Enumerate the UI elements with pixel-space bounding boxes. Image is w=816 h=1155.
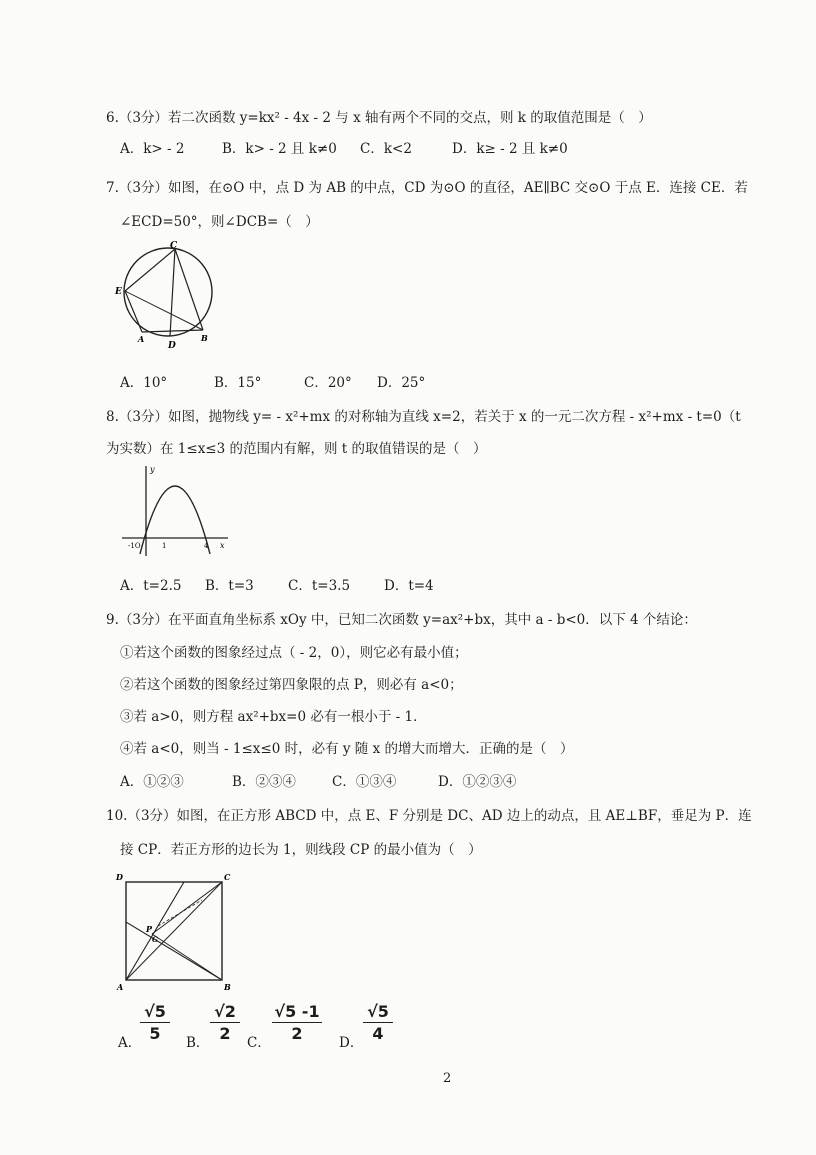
q8-option-d: D．t=4 [384, 578, 434, 594]
q10-square-figure [114, 870, 238, 996]
q10-stem-line2: 接 CP．若正方形的边长为 1，则线段 CP 的最小值为（ ） [120, 842, 482, 858]
q9-option-d: D．①②③④ [438, 774, 517, 790]
q7-label-e: E [115, 287, 122, 297]
q7-option-b: B．15° [214, 375, 262, 391]
q7-stem-line1: 7.（3分）如图，在⊙O 中，点 D 为 AB 的中点，CD 为⊙O 的直径，AE∥BC 交⊙O 于点 E．连接 CE．若 [106, 180, 748, 196]
q10-label-b: B [224, 982, 231, 992]
q10-option-b-num: √2 [210, 1002, 240, 1023]
q8-option-c: C．t=3.5 [288, 578, 351, 594]
q6-option-d: D．k≥ - 2 且 k≠0 [452, 141, 568, 157]
q8-stem-line1: 8.（3分）如图，抛物线 y= - x²+mx 的对称轴为直线 x=2，若关于 x 的一元二次方程 - x²+mx - t=0（t [106, 409, 741, 425]
q10-option-d-fraction [363, 1002, 393, 1043]
q6-stem: 6.（3分）若二次函数 y=kx² - 4x - 2 与 x 轴有两个不同的交点，则 k 的取值范围是（ ） [106, 110, 652, 126]
q10-option-d-label: D． [339, 1035, 364, 1051]
q6-option-c: C．k<2 [360, 141, 412, 157]
q10-stem-line1: 10.（3分）如图，在正方形 ABCD 中，点 E、F 分别是 DC、AD 边上的动点，且 AE⊥BF，垂足为 P．连 [106, 808, 752, 824]
q9-statement-1: ①若这个函数的图象经过点（ - 2，0），则它必有最小值； [120, 645, 468, 661]
q9-statement-4: ④若 a<0，则当 - 1≤x≤0 时，必有 y 随 x 的增大而增大．正确的是（ ） [120, 741, 574, 757]
q7-circle-figure [112, 240, 222, 355]
q10-option-b-fraction [210, 1002, 240, 1043]
q8-parabola-figure [116, 462, 236, 560]
q7-option-a: A．10° [120, 375, 168, 391]
q10-option-c-label: C． [247, 1035, 271, 1051]
q10-option-d-num: √5 [363, 1002, 393, 1023]
q10-option-c-den: 2 [291, 1024, 303, 1043]
q10-option-d-den: 4 [372, 1024, 384, 1043]
q10-option-c-fraction [272, 1002, 322, 1043]
q9-option-a: A．①②③ [120, 774, 184, 790]
q10-option-b-label: B． [186, 1035, 210, 1051]
page-number: 2 [443, 1071, 452, 1086]
q8-label-one: 1 [162, 542, 167, 550]
q7-label-c: C [170, 241, 178, 251]
q8-option-a: A．t=2.5 [120, 578, 182, 594]
q10-label-c: C [224, 872, 231, 882]
q6-option-b: B．k> - 2 且 k≠0 [222, 141, 337, 157]
q10-option-a-num: √5 [140, 1002, 170, 1023]
q10-label-a: A [117, 982, 124, 992]
q10-option-a-fraction [140, 1002, 170, 1043]
q6-option-a: A．k> - 2 [120, 141, 185, 157]
q8-option-b: B．t=3 [205, 578, 254, 594]
q7-option-d: D．25° [377, 375, 426, 391]
q8-label-four: 4 [204, 542, 209, 550]
q7-option-c: C．20° [304, 375, 352, 391]
q7-label-d: D [168, 341, 176, 351]
q9-statement-2: ②若这个函数的图象经过第四象限的点 P，则必有 a<0； [120, 677, 463, 693]
q10-option-a-label: A． [118, 1035, 142, 1051]
q8-label-origin: -1O [128, 542, 141, 550]
q9-statement-3: ③若 a>0，则方程 ax²+bx=0 必有一根小于 - 1． [120, 709, 427, 725]
q10-label-g: G [152, 935, 158, 944]
q10-label-p: P [146, 924, 153, 934]
q10-label-d: D [116, 872, 123, 882]
q8-label-y: y [150, 465, 155, 474]
q9-option-c: C．①③④ [332, 774, 397, 790]
q7-stem-line2: ∠ECD=50°，则∠DCB=（ ） [120, 214, 319, 230]
q7-label-a: A [138, 334, 145, 344]
q7-label-b: B [201, 333, 208, 343]
q9-option-b: B．②③④ [232, 774, 296, 790]
q10-option-a-den: 5 [149, 1024, 161, 1043]
q8-label-x: x [220, 541, 225, 550]
q10-option-b-den: 2 [219, 1024, 231, 1043]
q8-stem-line2: 为实数）在 1≤x≤3 的范围内有解，则 t 的取值错误的是（ ） [106, 441, 487, 457]
q9-stem: 9.（3分）在平面直角坐标系 xOy 中，已知二次函数 y=ax²+bx，其中 a - b<0．以下 4 个结论： [106, 612, 697, 628]
q10-option-c-num: √5 -1 [272, 1002, 322, 1023]
